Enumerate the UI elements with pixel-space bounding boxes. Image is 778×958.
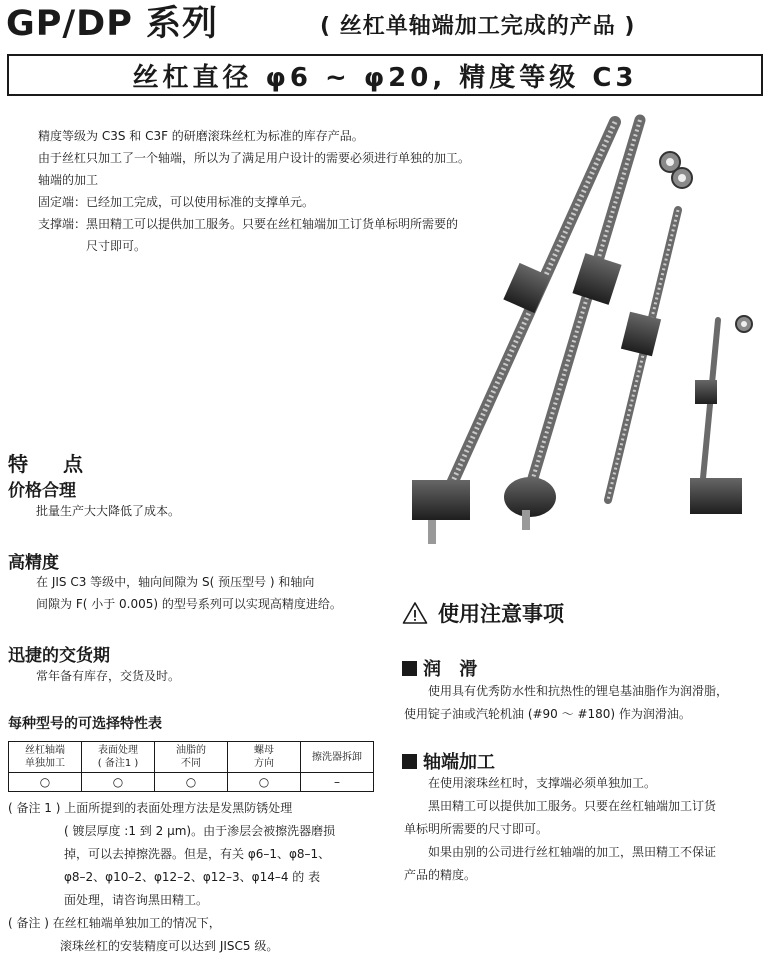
notes-block [8,797,335,958]
feature-heading-precision: 高精度 [8,553,59,573]
note-line: ( 镀层厚度 :1 到 2 μm)。由于渗层会被擦洗器磨损 [64,824,336,838]
caution-heading [402,598,564,628]
header-line: 表面处理 [98,745,138,756]
options-table-title: 每种型号的可选择特性表 [8,716,162,732]
note-line: φ8–2、φ10–2、φ12–2、φ12–3、φ14–4 的 表 [64,870,321,884]
table-header-cell [228,742,301,773]
note-line: ( 备注 1 ) 上面所提到的表面处理方法是发黑防锈处理 [8,801,293,815]
section-heading-lubrication [402,655,483,681]
header-line: 不同 [181,758,201,769]
intro-line: 尺寸即可。 [86,239,147,253]
spec-banner: 丝杠直径 φ6 ~ φ20, 精度等级 C3 [7,54,763,96]
section-text: 产品的精度。 [404,868,477,882]
header-line: 油脂的 [176,745,206,756]
options-table [8,741,374,792]
series-subtitle: ( 丝杠单轴端加工完成的产品 ) [320,14,636,39]
intro-line: 轴端的加工 [38,173,99,187]
warning-triangle-icon [402,601,428,625]
header-line: 单独加工 [25,758,65,769]
intro-line: 支撑端：黑田精工可以提供加工服务。只要在丝杠轴端加工订货单标明所需要的 [38,217,459,231]
section-text: 使用锭子油或汽轮机油 (#90 ～ #180) 作为润滑油。 [404,707,691,721]
note-line: 掉，可以去掉擦洗器。但是，有关 φ6–1、φ8–1、 [64,847,331,861]
feature-heading-delivery: 迅捷的交货期 [8,646,110,666]
section-text: 在使用滚珠丝杠时，支撑端必须单独加工。 [428,776,657,790]
feature-text: 常年备有库存，交货及时。 [36,669,181,683]
caution-title: 使用注意事项 [438,602,564,626]
square-bullet-icon [402,661,417,676]
square-bullet-icon [402,754,417,769]
note-line: ( 备注 ) 在丝杠轴端单独加工的情况下， [8,916,221,930]
intro-line: 由于丝杠只加工了一个轴端，所以为了满足用户设计的需要必须进行单独的加工。 [38,151,471,165]
section-text: 单标明所需要的尺寸即可。 [404,822,549,836]
feature-text: 批量生产大大降低了成本。 [36,504,181,518]
features-title: 特 点 [8,452,97,476]
header-line: 方向 [254,758,274,769]
table-header-cell [9,742,82,773]
table-cell: ○ [9,773,82,792]
table-cell: ○ [82,773,155,792]
section-text: 使用具有优秀防水性和抗热性的锂皂基油脂作为润滑脂， [428,684,729,698]
feature-heading-price: 价格合理 [8,481,76,501]
note-line: 面处理，请咨询黑田精工。 [64,893,209,907]
section-text: 如果由别的公司进行丝杠轴端的加工，黑田精工不保证 [428,845,717,859]
table-row [9,773,374,792]
header-line: 丝杠轴端 [25,745,65,756]
intro-line: 精度等级为 C3S 和 C3F 的研磨滚珠丝杠为标准的库存产品。 [38,129,364,143]
header-line: 螺母 [254,745,274,756]
header-line: ( 备注1 ) [97,758,139,769]
section-title: 轴端加工 [423,752,495,773]
table-header-cell [82,742,155,773]
feature-text: 在 JIS C3 等级中，轴向间隙为 S( 预压型号 ) 和轴向 [36,575,315,589]
table-cell: – [301,773,374,792]
note-line: 滚珠丝杠的安装精度可以达到 JISC5 级。 [60,939,279,953]
table-header-cell [155,742,228,773]
section-title: 润 滑 [423,659,484,680]
header-line: 擦洗器拆卸 [312,751,362,763]
table-cell: ○ [228,773,301,792]
section-heading-shaft-end [402,748,495,774]
section-text: 黑田精工可以提供加工服务。只要在丝杠轴端加工订货 [428,799,717,813]
table-header-row [9,742,374,773]
table-cell: ○ [155,773,228,792]
table-header-cell [301,742,374,773]
series-title: GP/DP 系列 [6,4,219,44]
feature-text: 间隙为 F( 小于 0.005) 的型号系列可以实现高精度进给。 [36,597,342,611]
intro-line: 固定端：已经加工完成，可以使用标准的支撑单元。 [38,195,315,209]
ball-screw-product-image [400,110,770,550]
